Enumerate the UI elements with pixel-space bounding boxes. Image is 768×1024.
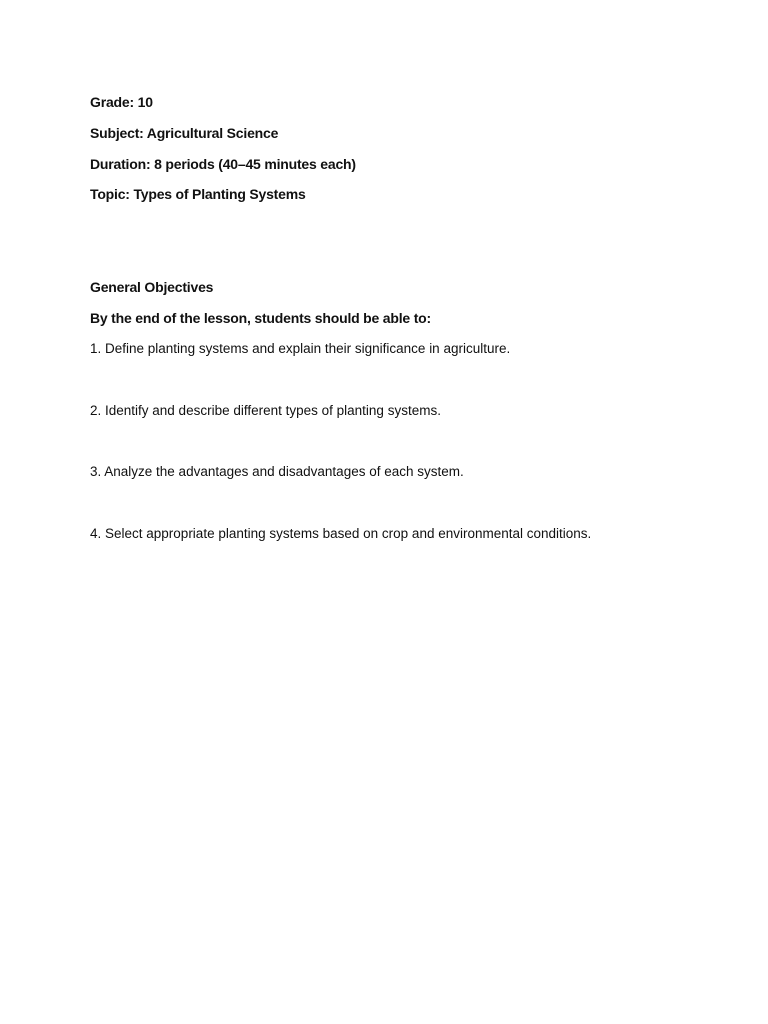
objectives-intro: By the end of the lesson, students should be able to: <box>90 310 431 326</box>
topic-line: Topic: Types of Planting Systems <box>90 186 306 202</box>
objective-item: 3. Analyze the advantages and disadvantages of each system. <box>90 464 464 479</box>
duration-line: Duration: 8 periods (40–45 minutes each) <box>90 156 356 172</box>
objective-item: 2. Identify and describe different types of planting systems. <box>90 403 441 418</box>
grade-line: Grade: 10 <box>90 94 153 110</box>
objective-item: 4. Select appropriate planting systems based on crop and environmental conditions. <box>90 526 592 541</box>
objective-item: 1. Define planting systems and explain their significance in agriculture. <box>90 341 511 356</box>
objectives-heading: General Objectives <box>90 279 214 295</box>
subject-line: Subject: Agricultural Science <box>90 125 279 141</box>
